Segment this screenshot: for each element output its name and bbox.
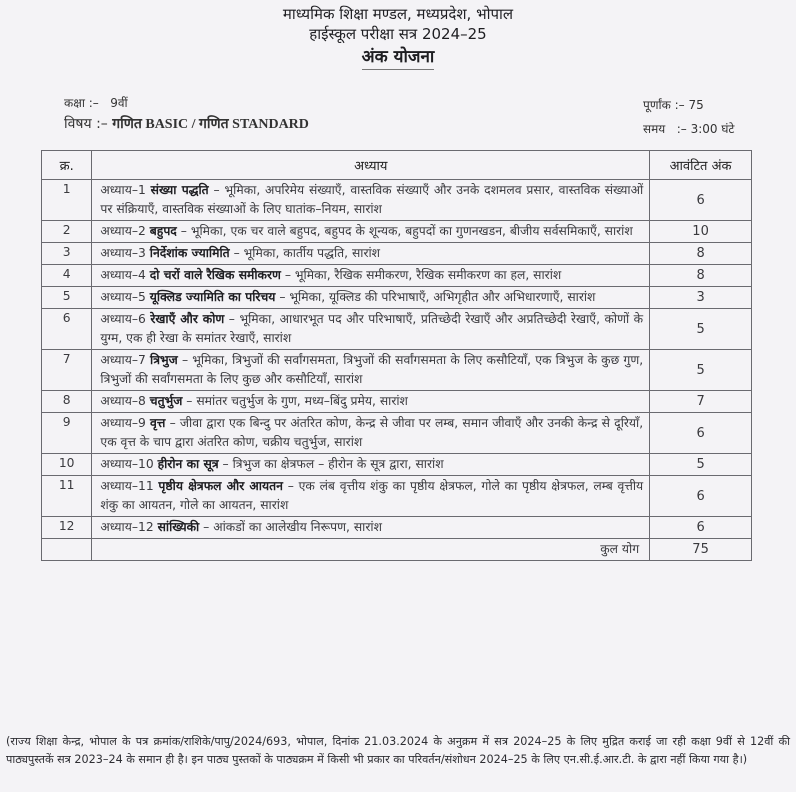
serial-number: 3: [42, 243, 92, 265]
chapter-topics: – एक लंब वृत्तीय शंकु का पृष्ठीय क्षेत्रफल, गोले का पृष्ठीय क्षेत्रफल, लम्ब वृत्तीय शंकु का आयतन, गोले का आयतन, सारांश: [100, 479, 644, 512]
table-row: [42, 221, 752, 243]
chapter-topics: – जीवा द्वारा एक बिन्दु पर अंतरित कोण, केन्द्र से जीवा पर लम्ब, समान जीवाएँ और उनकी केन्द्र से दूरियाँ, एक वृत्त के चाप द्वारा अंतरित कोण, चक्रीय चतुर्भुज, सारांश: [100, 416, 644, 449]
chapter-title: पृष्ठीय क्षेत्रफल और आयतन: [158, 479, 283, 493]
table-row: [42, 265, 752, 287]
header-chapter: अध्याय: [92, 151, 650, 180]
chapter-title: संख्या पद्धति: [150, 183, 209, 197]
chapter-cell: [92, 517, 650, 539]
time-info: समय :– 3:00 घंटे: [643, 122, 735, 136]
board-name: माध्यमिक शिक्षा मण्डल, मध्यप्रदेश, भोपाल: [282, 5, 514, 23]
document-title: अंक योजना: [0, 44, 796, 67]
chapter-cell: [92, 413, 650, 454]
table-row: [42, 454, 752, 476]
total-row: [42, 539, 752, 561]
chapter-topics: – भूमिका, आधारभूत पद और परिभाषाएँ, प्रतिच्छेदी रेखाएँ और अप्रतिच्छेदी रेखाएँ, कोणों के युग्म, एक ही रेखा के समांतर रेखाएँ, सारांश: [100, 312, 644, 345]
allotted-marks: 6: [650, 413, 752, 454]
chapter-title: निर्देशांक ज्यामिति: [149, 246, 230, 260]
allotted-marks: 10: [650, 221, 752, 243]
chapter-cell: [92, 350, 650, 391]
header-marks: आवंटित अंक: [650, 151, 752, 180]
chapter-prefix: अध्याय–12: [100, 520, 154, 534]
table-row: [42, 287, 752, 309]
chapter-prefix: अध्याय–2: [100, 224, 146, 238]
chapter-topics: – भूमिका, एक चर वाले बहुपद, बहुपद के शून्यक, बहुपदों का गुणनखडन, बीजीय सर्वसमिकाएँ, सारांश: [180, 224, 633, 238]
footnote: (राज्य शिक्षा केन्द्र, भोपाल के पत्र क्रमांक/राशिके/पापु/2024/693, भोपाल, दिनांक 21.03.2024 के अनुक्रम में सत्र 2024–25 के लिए मुद्रित कराई जा रही कक्षा 9वीं से 12वीं की पाठ्यपुस्तकें सत्र 2023–24 के समान ही है। इन पाठ्य पुस्तकों के पाठ्यक्रम में किसी भी प्रकार का परिवर्तन/संशोधन 2024–25 के लिए एन.सी.ई.आर.टी. के द्वारा नहीं किया गया है।): [6, 735, 790, 766]
serial-number: 10: [42, 454, 92, 476]
chapter-topics: – भूमिका, अपरिमेय संख्याएँ, वास्तविक संख्याएँ और उनके दशमलव प्रसार, वास्तविक संख्याओं पर संक्रियाएँ, वास्तविक संख्याओं के लिए घातांक–नियम, सारांश: [100, 183, 644, 216]
table-row: [42, 309, 752, 350]
chapter-prefix: अध्याय–6: [100, 312, 146, 326]
total-value: 75: [650, 539, 752, 561]
chapter-cell: [92, 243, 650, 265]
serial-number: 9: [42, 413, 92, 454]
class-info: कक्षा :– 9वीं: [64, 96, 128, 110]
chapter-prefix: अध्याय–8: [100, 394, 146, 408]
chapter-title: चतुर्भुज: [149, 394, 183, 408]
chapter-title: यूक्लिड ज्यामिति का परिचय: [149, 290, 276, 304]
table-row: [42, 413, 752, 454]
chapter-prefix: अध्याय–9: [100, 416, 146, 430]
chapter-prefix: अध्याय–4: [100, 268, 146, 282]
allotted-marks: 5: [650, 309, 752, 350]
serial-number: 7: [42, 350, 92, 391]
chapter-cell: [92, 265, 650, 287]
chapter-topics: – भूमिका, यूक्लिड की परिभाषाएँ, अभिगृहीत और अभिधारणाएँ, सारांश: [279, 290, 596, 304]
chapter-prefix: अध्याय–5: [100, 290, 146, 304]
chapter-topics: – त्रिभुज का क्षेत्रफल – हीरोन के सूत्र द्वारा, सारांश: [222, 457, 444, 471]
serial-number: 1: [42, 180, 92, 221]
allotted-marks: 5: [650, 454, 752, 476]
chapter-cell: [92, 221, 650, 243]
serial-number: 8: [42, 391, 92, 413]
serial-number: 2: [42, 221, 92, 243]
table-row: [42, 243, 752, 265]
chapter-cell: [92, 287, 650, 309]
chapter-cell: [92, 476, 650, 517]
table-row: [42, 350, 752, 391]
chapter-topics: – भूमिका, रैखिक समीकरण, रैखिक समीकरण का हल, सारांश: [284, 268, 562, 282]
chapter-prefix: अध्याय–10: [100, 457, 154, 471]
serial-number: 4: [42, 265, 92, 287]
allotted-marks: 3: [650, 287, 752, 309]
serial-number: 5: [42, 287, 92, 309]
total-label: कुल योग: [92, 539, 650, 561]
allotted-marks: 6: [650, 476, 752, 517]
chapter-title: वृत्त: [150, 416, 166, 430]
serial-number: 6: [42, 309, 92, 350]
chapter-prefix: अध्याय–11: [100, 479, 154, 493]
max-marks-info: पूर्णांक :– 75: [643, 98, 704, 112]
exam-session: हाईस्कूल परीक्षा सत्र 2024–25: [309, 25, 487, 43]
chapter-title: दो चरों वाले रैखिक समीकरण: [149, 268, 281, 282]
table-row: [42, 476, 752, 517]
chapter-prefix: अध्याय–7: [100, 353, 146, 367]
chapter-cell: [92, 180, 650, 221]
chapter-title: सांख्यिकी: [157, 520, 200, 534]
chapter-cell: [92, 309, 650, 350]
chapter-topics: – आंकडों का आलेखीय निरूपण, सारांश: [203, 520, 382, 534]
chapter-title: त्रिभुज: [150, 353, 178, 367]
allotted-marks: 8: [650, 265, 752, 287]
subject-info: विषय :– गणित BASIC / गणित STANDARD: [64, 116, 309, 132]
allotted-marks: 6: [650, 180, 752, 221]
table-row: [42, 180, 752, 221]
serial-number: 11: [42, 476, 92, 517]
allotted-marks: 8: [650, 243, 752, 265]
chapter-title: बहुपद: [149, 224, 177, 238]
chapter-topics: – भूमिका, कार्तीय पद्धति, सारांश: [233, 246, 381, 260]
chapter-topics: – भूमिका, त्रिभुजों की सर्वांगसमता, त्रिभुजों की सर्वांगसमता के लिए कसौटियाँ, एक त्रिभुज के कुछ गुण, त्रिभुजों की सर्वांगसमता के लिए कुछ और कसौटियाँ, सारांश: [100, 353, 644, 386]
chapter-title: हीरोन का सूत्र: [157, 457, 219, 471]
allotted-marks: 6: [650, 517, 752, 539]
allotted-marks: 7: [650, 391, 752, 413]
header-serial: क्र.: [42, 151, 92, 180]
table-header-row: [42, 151, 752, 180]
chapter-topics: – समांतर चतुर्भुज के गुण, मध्य–बिंदु प्रमेय, सारांश: [186, 394, 408, 408]
marks-scheme-table: [41, 150, 752, 561]
allotted-marks: 5: [650, 350, 752, 391]
chapter-title: रेखाएँ और कोण: [150, 312, 225, 326]
serial-number: 12: [42, 517, 92, 539]
table-row: [42, 391, 752, 413]
chapter-prefix: अध्याय–1: [100, 183, 146, 197]
chapter-cell: [92, 454, 650, 476]
table-row: [42, 517, 752, 539]
chapter-cell: [92, 391, 650, 413]
chapter-prefix: अध्याय–3: [100, 246, 146, 260]
